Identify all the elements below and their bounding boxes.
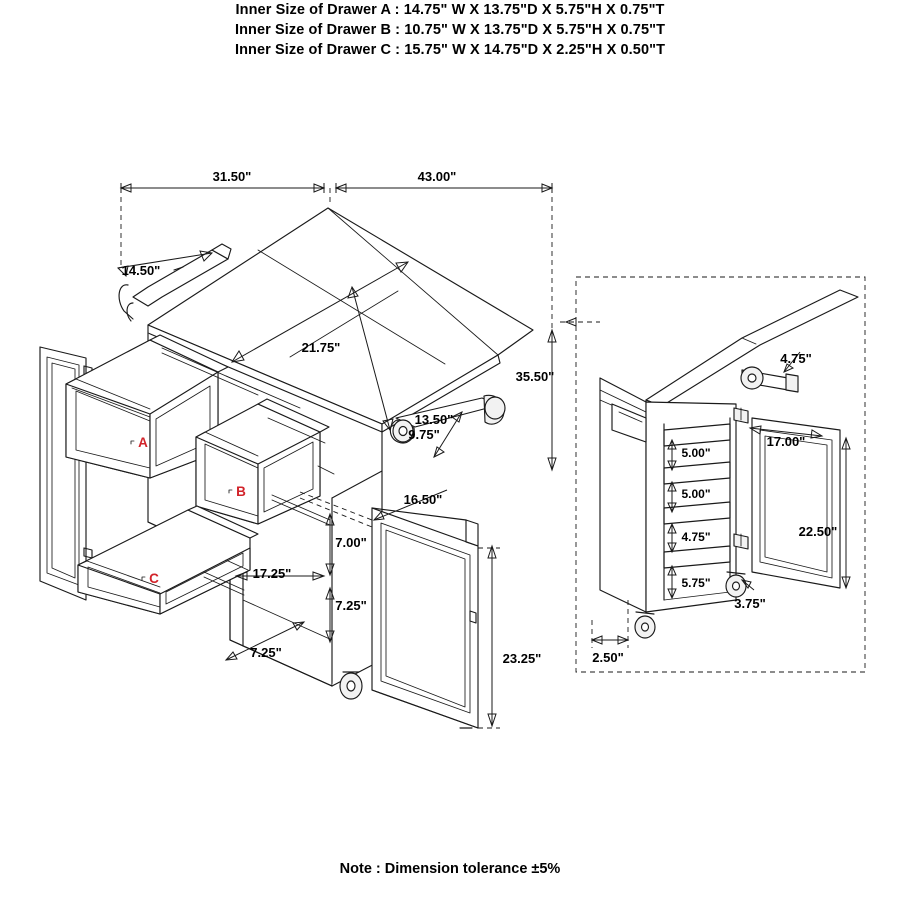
dim-16-50: 16.50" [403,492,443,507]
dim-7-25-bottom: 7.25" [250,645,282,660]
right-cart-body [600,290,858,638]
drawer-b-spec: Inner Size of Drawer B : 10.75" W X 13.75"D X 5.75"H X 0.75"T [234,22,666,38]
dim-17-25: 17.25" [252,566,292,581]
dim-5-00-a: 5.00" [681,446,711,460]
label-drawer-a: A [138,435,148,450]
dim-4-75-b: 4.75" [681,530,711,544]
dim-9-75: 9.75" [408,427,440,442]
dim-13-50: 13.50" [414,412,454,427]
dim-5-00-b: 5.00" [681,487,711,501]
drawer-a-spec: Inner Size of Drawer A : 14.75" W X 13.75"D X 5.75"H X 0.75"T [235,2,665,18]
dim-7-25-right: 7.25" [335,598,367,613]
label-drawer-c: C [149,571,159,586]
dim-5-75: 5.75" [681,576,711,590]
dim-23-25: 23.25" [502,651,542,666]
dim-43-00: 43.00" [417,169,457,184]
dim-31-50: 31.50" [212,169,252,184]
dim-21-75: 21.75" [301,340,341,355]
dim-17-00: 17.00" [766,434,806,449]
dim-7-00: 7.00" [335,535,367,550]
dim-14-50: 14.50" [121,263,161,278]
dim-3-75: 3.75" [734,596,766,611]
tolerance-note: Note : Dimension tolerance ±5% [339,861,561,877]
dim-2-50: 2.50" [592,650,624,665]
left-cart-body [40,208,533,728]
drawer-c-spec: Inner Size of Drawer C : 15.75" W X 14.75"D X 2.25"H X 0.50"T [234,42,666,58]
label-drawer-b: B [236,484,246,499]
dim-4-75-top: 4.75" [780,351,812,366]
dim-35-50: 35.50" [515,369,555,384]
dim-22-50: 22.50" [798,524,838,539]
